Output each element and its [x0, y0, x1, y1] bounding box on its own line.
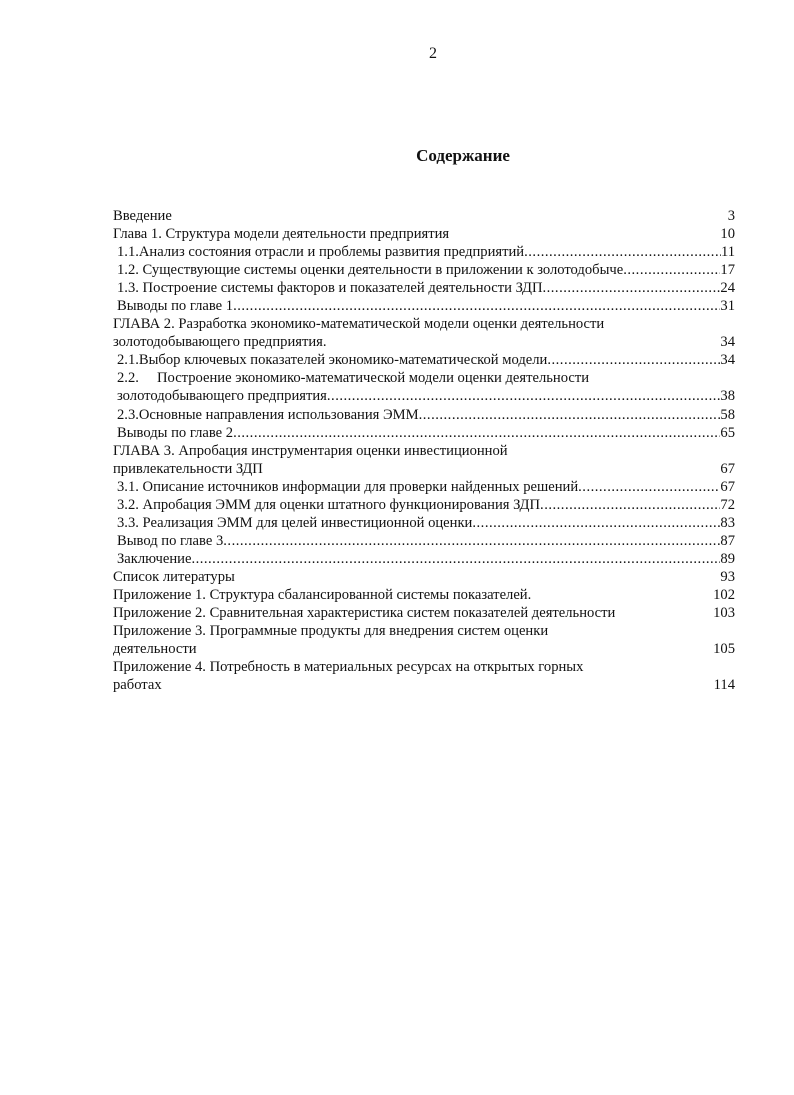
- toc-entry-text: ГЛАВА 2. Разработка экономико-математической модели оценки деятельности: [113, 316, 605, 333]
- toc-entry-line: [113, 315, 735, 333]
- toc-entry-page: 114: [713, 677, 735, 694]
- toc-entry: [113, 315, 735, 351]
- dot-leader: [233, 297, 720, 315]
- dot-leader: [223, 532, 720, 550]
- toc-entry: [113, 225, 735, 243]
- toc-entry-page: 38: [720, 388, 735, 405]
- toc-entry-text: золотодобывающего предприятия.: [113, 334, 327, 351]
- dot-leader: [623, 261, 720, 279]
- toc-entry-page: 11: [720, 244, 735, 261]
- toc-entry-text: работах: [113, 677, 162, 694]
- toc-entry-text: 1.3. Построение системы факторов и показателей деятельности ЗДП: [117, 280, 543, 297]
- dot-leader: [191, 550, 720, 568]
- toc-entry: [113, 297, 735, 315]
- toc-entry-text: Глава 1. Структура модели деятельности предприятия: [113, 226, 450, 243]
- toc-entry-line: [113, 532, 735, 550]
- toc-entry-text: ГЛАВА 3. Апробация инструментария оценки инвестиционной: [113, 442, 508, 459]
- toc-entry-page: 10: [720, 226, 735, 243]
- toc-entry-line: [113, 568, 735, 586]
- toc-entry-page: 67: [720, 460, 735, 477]
- toc-entry-text: 1.2. Существующие системы оценки деятельности в приложении к золотодобыче: [117, 262, 624, 279]
- toc-entry-number: 2.1.: [117, 352, 139, 369]
- toc-entry-page: 72: [720, 496, 735, 513]
- toc-entry-page: 17: [720, 262, 735, 279]
- toc-entry: [113, 658, 735, 694]
- toc-entry-text: привлекательности ЗДП: [113, 460, 263, 477]
- toc-entry-text: Построение экономико-математической модели оценки деятельности: [157, 370, 590, 387]
- toc-entry-line: [113, 658, 735, 676]
- toc-entry-page: 67: [720, 478, 735, 495]
- toc-entry-text: 3.3. Реализация ЭММ для целей инвестиционной оценки: [117, 514, 473, 531]
- toc-entry-page: 58: [720, 406, 735, 423]
- toc-entry: [113, 604, 735, 622]
- toc-entry: [113, 207, 735, 225]
- toc-entry-page: 89: [720, 550, 735, 567]
- toc-entry-page: 31: [720, 298, 735, 315]
- toc-entry-page: 87: [720, 532, 735, 549]
- toc-entry-page: 34: [720, 334, 735, 351]
- toc-entry-text: Выводы по главе 2: [117, 424, 234, 441]
- toc-entry-line: [113, 622, 735, 640]
- toc-entry-page: 65: [720, 424, 735, 441]
- dot-leader: [542, 279, 720, 297]
- toc-entry: [113, 514, 735, 532]
- toc-entry-text: Выводы по главе 1: [117, 298, 234, 315]
- toc-entry-text: Список литературы: [113, 568, 235, 585]
- toc-entry-line: [113, 676, 735, 694]
- toc-entry: [113, 279, 735, 297]
- toc-entry-text: Анализ состояния отрасли и проблемы развития предприятий: [138, 244, 525, 261]
- toc-entry-line: [113, 496, 735, 514]
- toc-entry-line: [113, 442, 735, 460]
- toc-entry-text: Заключение: [117, 550, 192, 567]
- toc-entry-line: [113, 369, 735, 387]
- dot-leader: [547, 351, 720, 369]
- toc-entry: [113, 532, 735, 550]
- toc-entry-line: [113, 387, 735, 405]
- toc-entry-text: Приложение 1. Структура сбалансированной системы показателей.: [113, 586, 532, 603]
- toc-entry: [113, 442, 735, 478]
- toc-entry: [113, 622, 735, 658]
- toc-entry-text: Выбор ключевых показателей экономико-математической модели: [138, 352, 548, 369]
- toc-entry-number: 2.3.: [117, 406, 139, 423]
- toc-entry: [113, 261, 735, 279]
- toc-entry-text: Вывод по главе 3: [117, 532, 224, 549]
- toc-entry-page: 103: [713, 605, 735, 622]
- toc-entry-line: [113, 550, 735, 568]
- dot-leader: [233, 424, 720, 442]
- toc-entry-line: [113, 460, 735, 478]
- toc-entry-line: [113, 351, 735, 369]
- toc-entry-number: 2.2.: [117, 370, 139, 387]
- toc-entry-line: [113, 279, 735, 297]
- toc-entry-line: [113, 640, 735, 658]
- toc-entry-page: 83: [720, 514, 735, 531]
- toc-entry-line: [113, 604, 735, 622]
- toc-entry-line: [113, 207, 735, 225]
- table-of-contents: [113, 207, 735, 694]
- toc-entry-text: Приложение 3. Программные продукты для внедрения систем оценки: [113, 623, 549, 640]
- toc-entry-text: золотодобывающего предприятия: [117, 388, 327, 405]
- toc-entry: [113, 568, 735, 586]
- toc-entry-line: [113, 333, 735, 351]
- toc-entry-text: Приложение 4. Потребность в материальных ресурсах на открытых горных: [113, 659, 584, 676]
- toc-entry-text: Основные направления использования ЭММ: [138, 406, 419, 423]
- toc-entry-line: [113, 424, 735, 442]
- toc-entry-page: 24: [720, 280, 735, 297]
- toc-entry-line: [113, 261, 735, 279]
- toc-entry-page: 93: [720, 568, 735, 585]
- toc-entry: [113, 369, 735, 405]
- toc-entry: [113, 496, 735, 514]
- toc-entry-line: [113, 225, 735, 243]
- toc-entry-line: [113, 586, 735, 604]
- dot-leader: [327, 387, 721, 405]
- toc-entry-text: Введение: [113, 208, 172, 224]
- toc-entry-line: [113, 478, 735, 496]
- toc-entry-text: деятельности: [113, 641, 197, 658]
- toc-entry-page: 3: [727, 208, 735, 224]
- toc-entry: [113, 424, 735, 442]
- dot-leader: [524, 243, 721, 261]
- toc-entry: [113, 478, 735, 496]
- toc-entry-line: [113, 243, 735, 261]
- toc-entry-text: 3.1. Описание источников информации для проверки найденных решений: [117, 478, 579, 495]
- toc-entry: [113, 243, 735, 261]
- toc-entry: [113, 406, 735, 424]
- toc-entry-number: 1.1.: [117, 244, 139, 261]
- toc-entry-text: 3.2. Апробация ЭММ для оценки штатного функционирования ЗДП: [117, 496, 541, 513]
- toc-entry-page: 102: [713, 586, 735, 603]
- toc-entry: [113, 550, 735, 568]
- dot-leader: [540, 496, 720, 514]
- toc-entry-line: [113, 297, 735, 315]
- page-number: 2: [429, 45, 437, 62]
- toc-entry-text: Приложение 2. Сравнительная характеристика систем показателей деятельности: [113, 605, 616, 622]
- toc-entry-line: [113, 406, 735, 424]
- toc-entry: [113, 586, 735, 604]
- toc-entry-line: [113, 514, 735, 532]
- dot-leader: [578, 478, 720, 496]
- toc-entry-page: 34: [720, 352, 735, 369]
- dot-leader: [472, 514, 720, 532]
- page-title: Содержание: [416, 146, 510, 165]
- toc-entry-page: 105: [713, 641, 735, 658]
- toc-entry: [113, 351, 735, 369]
- dot-leader: [419, 406, 721, 424]
